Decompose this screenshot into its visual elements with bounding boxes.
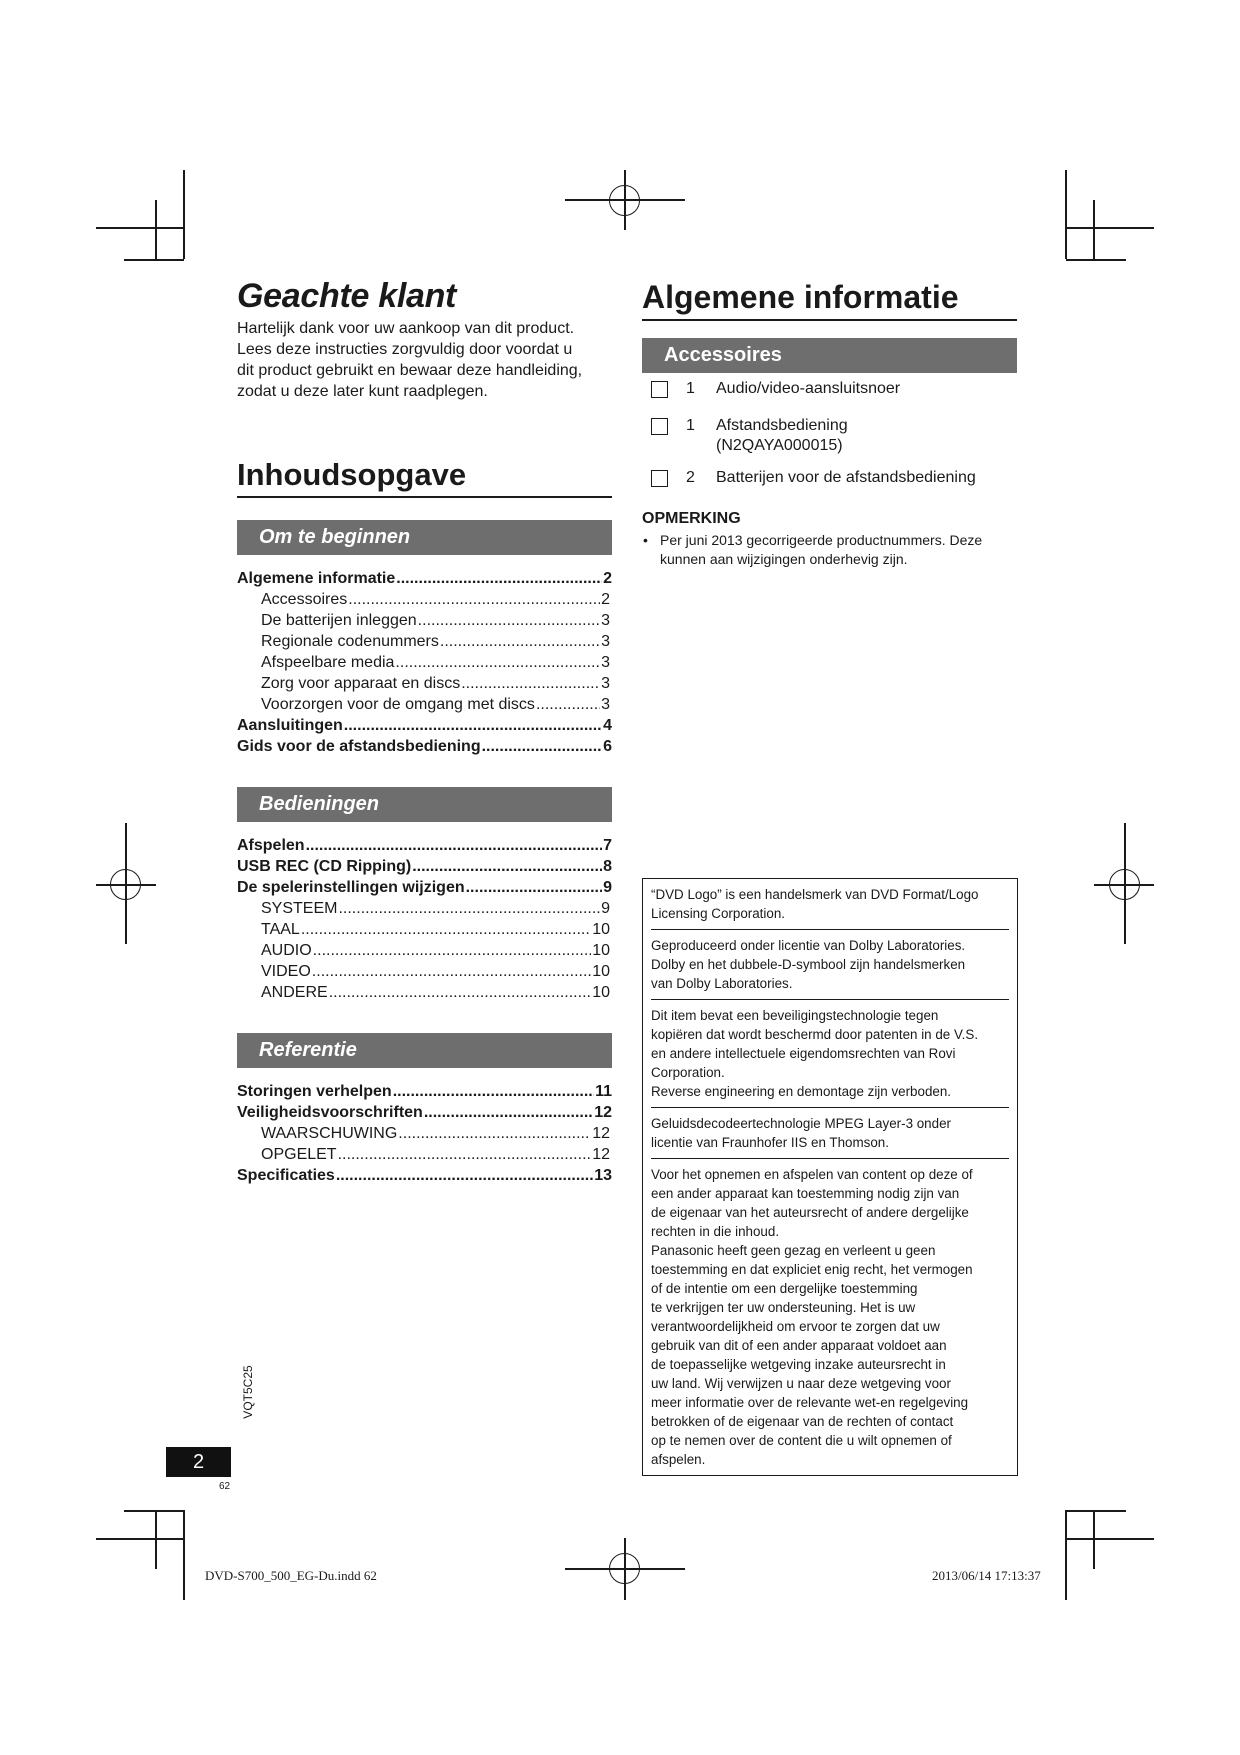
legal-notice: Geluidsdecodeertechnologie MPEG Layer-3 onder licentie van Fraunhofer IIS en Thomson. bbox=[651, 1108, 1009, 1159]
toc-entry[interactable] bbox=[237, 568, 612, 589]
toc-section-heading: Bedieningen bbox=[237, 787, 612, 822]
toc-leader-dots bbox=[344, 715, 602, 736]
right-column bbox=[642, 280, 1017, 569]
left-column bbox=[237, 278, 612, 1186]
toc-entry-label: Aansluitingen bbox=[237, 717, 343, 735]
toc-entry[interactable] bbox=[237, 631, 612, 652]
toc-leader-dots bbox=[482, 736, 603, 757]
toc-entry[interactable] bbox=[237, 961, 612, 982]
toc-entry-page: 2 bbox=[601, 591, 610, 609]
checkbox-icon bbox=[651, 418, 668, 435]
toc-entry-label: Afspelen bbox=[237, 837, 305, 855]
toc-entry-page: 13 bbox=[594, 1167, 612, 1185]
checkbox-icon bbox=[651, 470, 668, 487]
toc-leader-dots bbox=[393, 1081, 594, 1102]
toc-leader-dots bbox=[536, 694, 600, 715]
toc-entry[interactable] bbox=[237, 856, 612, 877]
doc-code: VQT5C25 bbox=[241, 1365, 255, 1419]
toc-entry-page: 10 bbox=[592, 942, 610, 960]
legal-notice: Voor het opnemen en afspelen van content op deze of een ander apparaat kan toestemming nodig zijn van de eigenaar van het auteursrecht of andere dergelijke rechten in die inhoud. Panasonic heeft geen gezag en verleent u geen toestemming en dat expliciet enig recht, het vermogen of de intentie om een dergelijke toestemming te verkrijgen ter uw ondersteuning. Het is uw verantwoordelijkheid om ervoor te zorgen dat uw gebruik van dit of een ander apparaat voldoet aan de toepasselijke wetgeving inzake auteursrecht in uw land. Wij verwijzen u naar deze wetgeving voor meer informatie over de relevante wet-en regelgeving betrokken of de eigenaar van de rechten of contact op te nemen over de content die u wilt opnemen of afspelen. bbox=[651, 1167, 973, 1467]
toc-entry-label: Afspeelbare media bbox=[261, 654, 395, 672]
accessories-list bbox=[642, 379, 1017, 488]
toc-entry-page: 10 bbox=[592, 921, 610, 939]
toc-leader-dots bbox=[424, 1102, 593, 1123]
list-item: 1 Audio/video-aansluitsnoer bbox=[642, 379, 1017, 399]
toc-entry-label: Algemene informatie bbox=[237, 570, 396, 588]
toc-entry-label: Zorg voor apparaat en discs bbox=[261, 675, 461, 693]
toc-leader-dots bbox=[466, 877, 602, 898]
toc-entry-page: 3 bbox=[601, 633, 610, 651]
legal-notice: Dit item bevat een beveiligingstechnologie tegen kopiëren dat wordt beschermd door patenten in de V.S. en andere intellectuele eigendomsrechten van Rovi Corporation. Reverse engineering en demontage zijn verboden. bbox=[651, 1000, 1009, 1108]
toc-section-entries bbox=[237, 835, 612, 1003]
toc-entry-page: 3 bbox=[601, 654, 610, 672]
toc-entry-label: VIDEO bbox=[261, 963, 311, 981]
footer-datetime: 2013/06/14 17:13:37 bbox=[932, 1568, 1041, 1583]
toc-entry-page: 3 bbox=[601, 612, 610, 630]
toc-entry-page: 12 bbox=[592, 1146, 610, 1164]
toc-leader-dots bbox=[396, 568, 602, 589]
toc-entry[interactable] bbox=[237, 610, 612, 631]
toc-entry-page: 9 bbox=[603, 879, 612, 897]
toc-entry-page: 8 bbox=[603, 858, 612, 876]
toc-leader-dots bbox=[312, 961, 591, 982]
toc-entry-label: ANDERE bbox=[261, 984, 328, 1002]
toc-leader-dots bbox=[338, 1144, 592, 1165]
legal-notice: “DVD Logo” is een handelsmerk van DVD Format/Logo Licensing Corporation. bbox=[651, 879, 1009, 930]
toc-entry-label: Gids voor de afstandsbediening bbox=[237, 738, 481, 756]
greeting-text: Hartelijk dank voor uw aankoop van dit product. Lees deze instructies zorgvuldig door voordat u dit product gebruikt en bewaar deze handleiding, zodat u deze later kunt raadplegen. bbox=[237, 320, 583, 401]
toc-section-heading: Om te beginnen bbox=[237, 520, 612, 555]
toc-entry-label: Voorzorgen voor de omgang met discs bbox=[261, 696, 535, 714]
toc-entry[interactable] bbox=[237, 877, 612, 898]
toc-leader-dots bbox=[412, 856, 602, 877]
toc-entry-page: 3 bbox=[601, 696, 610, 714]
toc-entry-page: 3 bbox=[601, 675, 610, 693]
toc-section-entries bbox=[237, 1081, 612, 1186]
toc-entry[interactable] bbox=[237, 652, 612, 673]
toc-entry[interactable] bbox=[237, 1165, 612, 1186]
toc-entry-label: Veiligheidsvoorschriften bbox=[237, 1104, 423, 1122]
toc-entry[interactable] bbox=[237, 919, 612, 940]
toc-entry-label: WAARSCHUWING bbox=[261, 1125, 398, 1143]
greeting-title: Geachte klant bbox=[237, 277, 457, 315]
toc-entry-label: Regionale codenummers bbox=[261, 633, 439, 651]
toc-entry-label: Storingen verhelpen bbox=[237, 1083, 392, 1101]
page-number: 2 bbox=[166, 1447, 231, 1477]
legal-notice: Geproduceerd onder licentie van Dolby Laboratories. Dolby en het dubbele-D-symbool zijn handelsmerken van Dolby Laboratories. bbox=[651, 930, 1009, 1000]
toc-entry[interactable] bbox=[237, 1081, 612, 1102]
toc-entry-label: De spelerinstellingen wijzigen bbox=[237, 879, 465, 897]
toc-leader-dots bbox=[395, 652, 600, 673]
toc-entry[interactable] bbox=[237, 1102, 612, 1123]
toc-entry[interactable] bbox=[237, 736, 612, 757]
toc-entry-page: 2 bbox=[603, 570, 612, 588]
toc-entry[interactable] bbox=[237, 835, 612, 856]
footer-file: DVD-S700_500_EG-Du.indd 62 bbox=[205, 1568, 377, 1583]
checkbox-icon bbox=[651, 381, 668, 398]
toc-section-heading: Referentie bbox=[237, 1033, 612, 1068]
toc-entry-label: De batterijen inleggen bbox=[261, 612, 417, 630]
toc-entry[interactable] bbox=[237, 1123, 612, 1144]
toc-entry[interactable] bbox=[237, 715, 612, 736]
note-title: OPMERKING bbox=[642, 510, 741, 528]
note-item: • Per juni 2013 gecorrigeerde productnummers. Deze kunnen aan wijzigingen onderhevig zijn. bbox=[643, 532, 983, 568]
toc bbox=[237, 498, 612, 1186]
toc-leader-dots bbox=[338, 898, 600, 919]
toc-leader-dots bbox=[418, 610, 600, 631]
toc-entry[interactable] bbox=[237, 673, 612, 694]
sub-page-number: 62 bbox=[219, 1481, 231, 1492]
toc-leader-dots bbox=[329, 982, 592, 1003]
toc-leader-dots bbox=[398, 1123, 591, 1144]
toc-entry-page: 10 bbox=[592, 963, 610, 981]
toc-leader-dots bbox=[313, 940, 592, 961]
toc-entry-label: Accessoires bbox=[261, 591, 348, 609]
toc-entry-page: 4 bbox=[603, 717, 612, 735]
toc-entry-label: AUDIO bbox=[261, 942, 312, 960]
toc-entry[interactable] bbox=[237, 1144, 612, 1165]
toc-leader-dots bbox=[461, 673, 600, 694]
toc-title: Inhoudsopgave bbox=[237, 458, 612, 498]
toc-entry-page: 11 bbox=[595, 1083, 612, 1101]
toc-leader-dots bbox=[440, 631, 600, 652]
toc-entry[interactable] bbox=[237, 982, 612, 1003]
toc-leader-dots bbox=[301, 919, 591, 940]
toc-entry-page: 7 bbox=[603, 837, 612, 855]
toc-leader-dots bbox=[348, 589, 600, 610]
general-info-title: Algemene informatie bbox=[642, 280, 1017, 321]
toc-entry-page: 9 bbox=[601, 900, 610, 918]
toc-entry-label: Specificaties bbox=[237, 1167, 335, 1185]
list-item: 1 Afstandsbediening (N2QAYA000015) bbox=[642, 416, 1017, 456]
toc-leader-dots bbox=[336, 1165, 593, 1186]
toc-entry[interactable] bbox=[237, 694, 612, 715]
accessories-heading: Accessoires bbox=[642, 338, 1017, 373]
toc-entry-label: SYSTEEM bbox=[261, 900, 338, 918]
legal-notice-box bbox=[642, 878, 1018, 1476]
toc-entry[interactable] bbox=[237, 940, 612, 961]
toc-entry[interactable] bbox=[237, 589, 612, 610]
toc-entry-page: 12 bbox=[592, 1125, 610, 1143]
toc-entry-label: OPGELET bbox=[261, 1146, 337, 1164]
toc-entry[interactable] bbox=[237, 898, 612, 919]
toc-entry-page: 6 bbox=[603, 738, 612, 756]
toc-entry-page: 10 bbox=[592, 984, 610, 1002]
bullet-icon: • bbox=[643, 532, 648, 549]
toc-leader-dots bbox=[306, 835, 603, 856]
list-item: 2 Batterijen voor de afstandsbediening bbox=[642, 468, 1017, 488]
toc-entry-label: USB REC (CD Ripping) bbox=[237, 858, 412, 876]
toc-entry-label: TAAL bbox=[261, 921, 300, 939]
toc-entry-page: 12 bbox=[594, 1104, 612, 1122]
toc-section-entries bbox=[237, 568, 612, 757]
